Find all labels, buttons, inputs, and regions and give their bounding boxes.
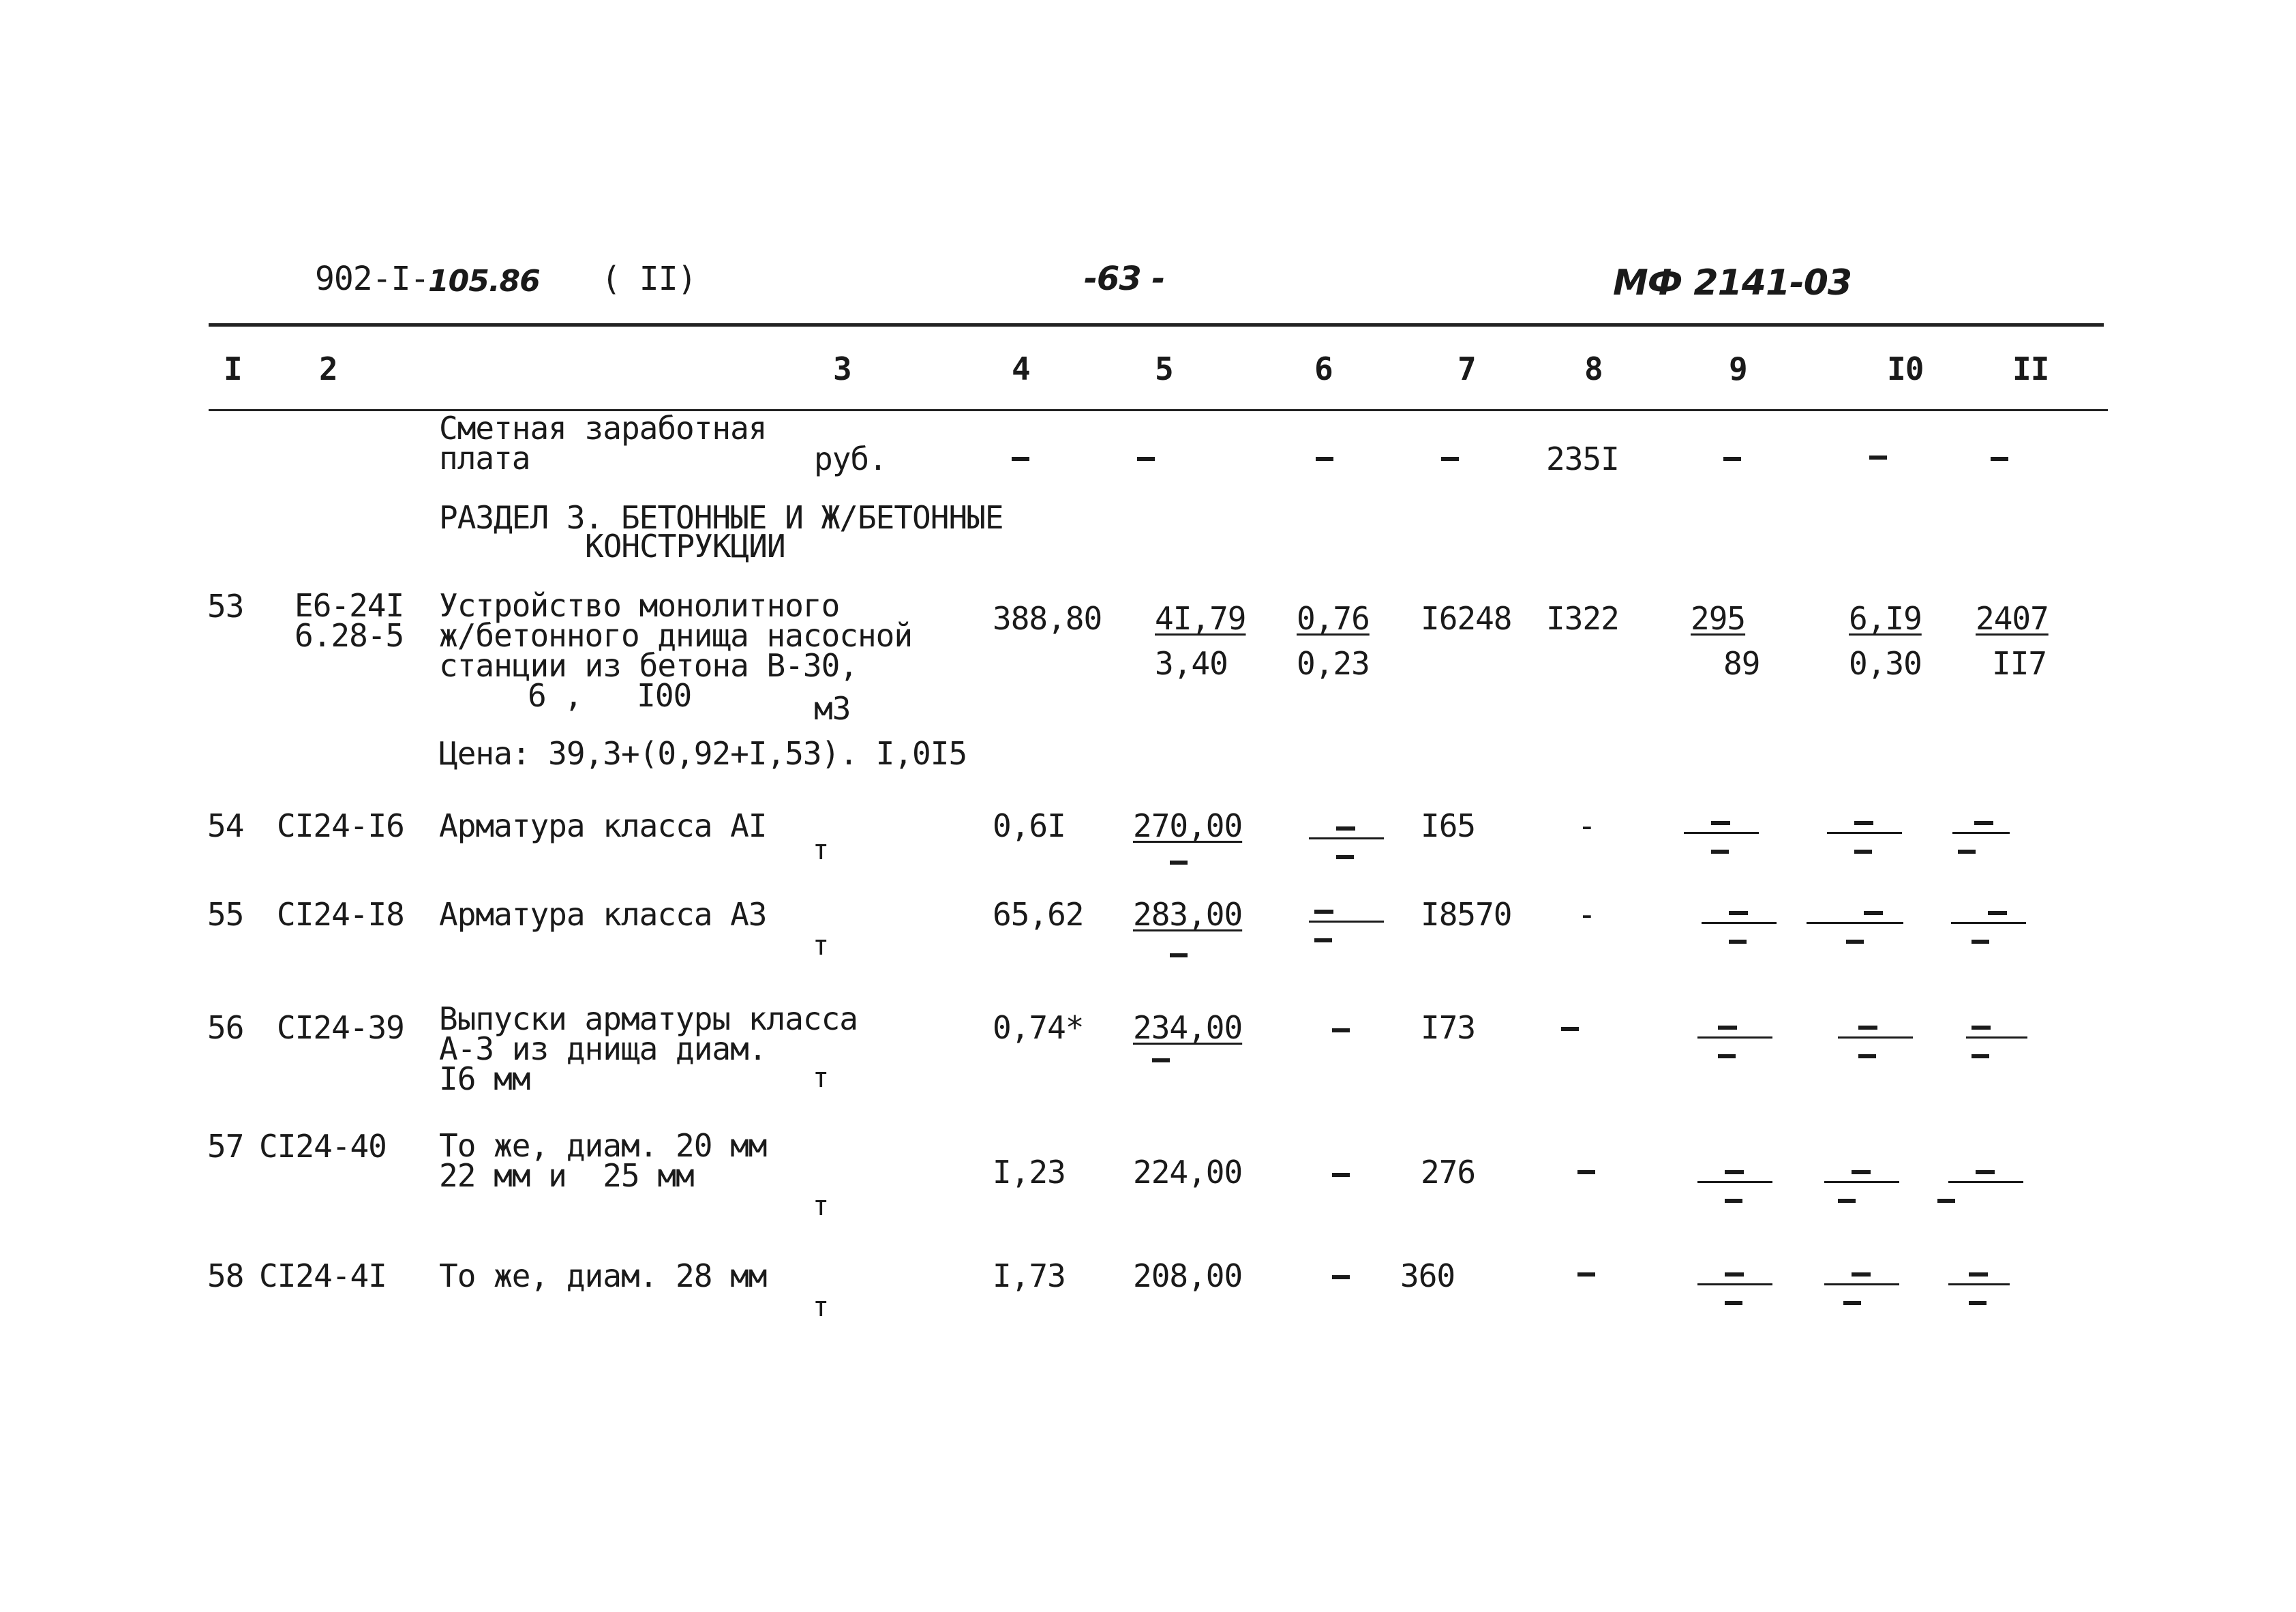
row55-qty: 65,62 bbox=[993, 896, 1084, 933]
row55-c5: 283,00 bbox=[1133, 896, 1243, 933]
row56-name: Выпуски арматуры класса А-3 из днища диам. I6 мм bbox=[439, 1000, 858, 1097]
row54-c10-frac bbox=[1827, 821, 1902, 876]
row54-code: СI24-I6 bbox=[277, 807, 404, 844]
doc-code-handwritten: 105.86 bbox=[428, 264, 540, 299]
row53-c10-top: 6,I9 bbox=[1849, 600, 1922, 637]
row53-c8: I322 bbox=[1546, 600, 1619, 637]
row56-c9-frac bbox=[1697, 1026, 1772, 1080]
row56-c5: 234,00 bbox=[1133, 1009, 1243, 1046]
row57-c9-frac bbox=[1697, 1170, 1772, 1225]
wage-c4-dash bbox=[1012, 457, 1029, 461]
row56-qty: 0,74* bbox=[993, 1009, 1084, 1046]
row57-qty: I,23 bbox=[993, 1154, 1066, 1191]
wage-c10-dash bbox=[1869, 456, 1887, 460]
col-10: I0 bbox=[1887, 350, 1924, 387]
row54-c7: I65 bbox=[1421, 807, 1476, 844]
row54-qty: 0,6I bbox=[993, 807, 1066, 844]
row57-c5: 224,00 bbox=[1133, 1154, 1243, 1191]
row58-num: 58 bbox=[207, 1257, 244, 1294]
row55-c8: - bbox=[1577, 896, 1596, 933]
row57-c8-dash bbox=[1577, 1170, 1595, 1174]
page-number: -63 - bbox=[1084, 260, 1165, 298]
row58-c6-dash bbox=[1332, 1275, 1350, 1279]
row57-num: 57 bbox=[207, 1128, 244, 1165]
row58-name: То же, диам. 28 мм bbox=[439, 1257, 767, 1294]
col-2: 2 bbox=[319, 350, 337, 387]
row55-num: 55 bbox=[207, 896, 244, 933]
row54-num: 54 bbox=[207, 807, 244, 844]
row53-c9-top: 295 bbox=[1691, 600, 1746, 637]
row56-c7: I73 bbox=[1421, 1009, 1476, 1046]
row53-code: Е6-24I 6.28-5 bbox=[294, 587, 404, 654]
row58-unit: т bbox=[813, 1292, 829, 1323]
row54-unit: т bbox=[813, 835, 829, 866]
row56-c6-dash bbox=[1332, 1028, 1350, 1032]
row56-c11-frac bbox=[1966, 1026, 2027, 1080]
row57-name: То же, диам. 20 мм 22 мм и 25 мм bbox=[439, 1127, 767, 1194]
row53-price-formula: Цена: 39,3+(0,92+I,53). I,0I5 bbox=[439, 735, 967, 772]
col-6: 6 bbox=[1314, 350, 1333, 387]
row53-c11-top: 2407 bbox=[1976, 600, 2049, 637]
row58-c5: 208,00 bbox=[1133, 1257, 1243, 1294]
row55-name: Арматура класса A3 bbox=[439, 896, 767, 933]
album-number: ( II) bbox=[601, 260, 697, 298]
row56-num: 56 bbox=[207, 1009, 244, 1046]
row58-c8-dash bbox=[1577, 1272, 1595, 1277]
row54-name: Арматура класса AI bbox=[439, 807, 767, 844]
row56-c10-frac bbox=[1838, 1026, 1913, 1080]
wage-c9-dash bbox=[1723, 457, 1741, 461]
row56-c8-dash bbox=[1561, 1027, 1579, 1031]
row57-c7: 276 bbox=[1421, 1154, 1476, 1191]
row55-unit: т bbox=[813, 930, 829, 961]
col-11: II bbox=[2012, 350, 2049, 387]
row55-c7: I8570 bbox=[1421, 896, 1512, 933]
row55-c10-frac bbox=[1807, 911, 1903, 966]
row53-c7: I6248 bbox=[1421, 600, 1512, 637]
wage-c8: 235I bbox=[1546, 441, 1619, 477]
wage-c7-dash bbox=[1441, 457, 1459, 461]
row57-c11-frac bbox=[1948, 1170, 2023, 1225]
wage-c5-dash bbox=[1137, 457, 1155, 461]
row58-c9-frac bbox=[1697, 1272, 1772, 1327]
row58-c7: 360 bbox=[1400, 1257, 1455, 1294]
col-7: 7 bbox=[1457, 350, 1476, 387]
registration-stamp: МФ 2141-03 bbox=[1613, 263, 1852, 303]
row58-c11-frac bbox=[1948, 1272, 2010, 1327]
wage-name: Сметная заработная плата bbox=[439, 410, 767, 477]
row53-name: Устройство монолитного ж/бетонного днища насосной станции из бетона В-30, 6 , I00 bbox=[439, 587, 913, 714]
row58-qty: I,73 bbox=[993, 1257, 1066, 1294]
col-8: 8 bbox=[1584, 350, 1603, 387]
col-3: 3 bbox=[833, 350, 851, 387]
col-5: 5 bbox=[1155, 350, 1173, 387]
row56-code: СI24-39 bbox=[277, 1009, 404, 1046]
row54-c6-frac bbox=[1309, 826, 1384, 881]
row55-c6-frac bbox=[1309, 910, 1384, 964]
row53-c5-top: 4I,79 bbox=[1155, 600, 1246, 637]
row54-c5: 270,00 bbox=[1133, 807, 1243, 844]
row55-c5-dash bbox=[1170, 953, 1188, 957]
row53-c6-bot: 0,23 bbox=[1297, 645, 1370, 682]
row53-c11-bot: II7 bbox=[1992, 645, 2047, 682]
wage-c11-dash bbox=[1991, 457, 2008, 461]
row53-num: 53 bbox=[207, 588, 244, 625]
row54-c11-frac bbox=[1952, 821, 2010, 876]
row55-c11-frac bbox=[1951, 911, 2026, 966]
top-rule bbox=[209, 323, 2104, 327]
row53-c10-bot: 0,30 bbox=[1849, 645, 1922, 682]
row56-unit: т bbox=[813, 1062, 829, 1094]
row53-c9-bot: 89 bbox=[1723, 645, 1760, 682]
col-9: 9 bbox=[1729, 350, 1747, 387]
row54-c8: - bbox=[1577, 807, 1596, 844]
col-4: 4 bbox=[1012, 350, 1030, 387]
row54-c5-dash bbox=[1170, 861, 1188, 865]
row55-c9-frac bbox=[1702, 911, 1777, 966]
row57-c10-frac bbox=[1824, 1170, 1899, 1225]
row58-code: СI24-4I bbox=[259, 1257, 387, 1294]
row53-qty: 388,80 bbox=[993, 600, 1102, 637]
wage-unit: руб. bbox=[814, 441, 887, 477]
row57-code: СI24-40 bbox=[259, 1128, 387, 1165]
row57-unit: т bbox=[813, 1191, 829, 1222]
row54-c9-frac bbox=[1684, 821, 1759, 876]
wage-c6-dash bbox=[1316, 457, 1333, 461]
row56-c5-dash bbox=[1152, 1058, 1170, 1062]
row53-unit: м3 bbox=[814, 690, 851, 727]
row58-c10-frac bbox=[1824, 1272, 1899, 1327]
doc-code: 902-I- bbox=[315, 260, 429, 298]
row55-code: СI24-I8 bbox=[277, 896, 404, 933]
section-title-cont: КОНСТРУКЦИИ bbox=[585, 528, 785, 565]
col-1: I bbox=[224, 350, 242, 387]
row53-c6-top: 0,76 bbox=[1297, 600, 1370, 637]
row53-c5-bot: 3,40 bbox=[1155, 645, 1228, 682]
section-title: РАЗДЕЛ 3. БЕТОННЫЕ И Ж/БЕТОННЫЕ bbox=[439, 499, 1003, 536]
row57-c6-dash bbox=[1332, 1173, 1350, 1177]
